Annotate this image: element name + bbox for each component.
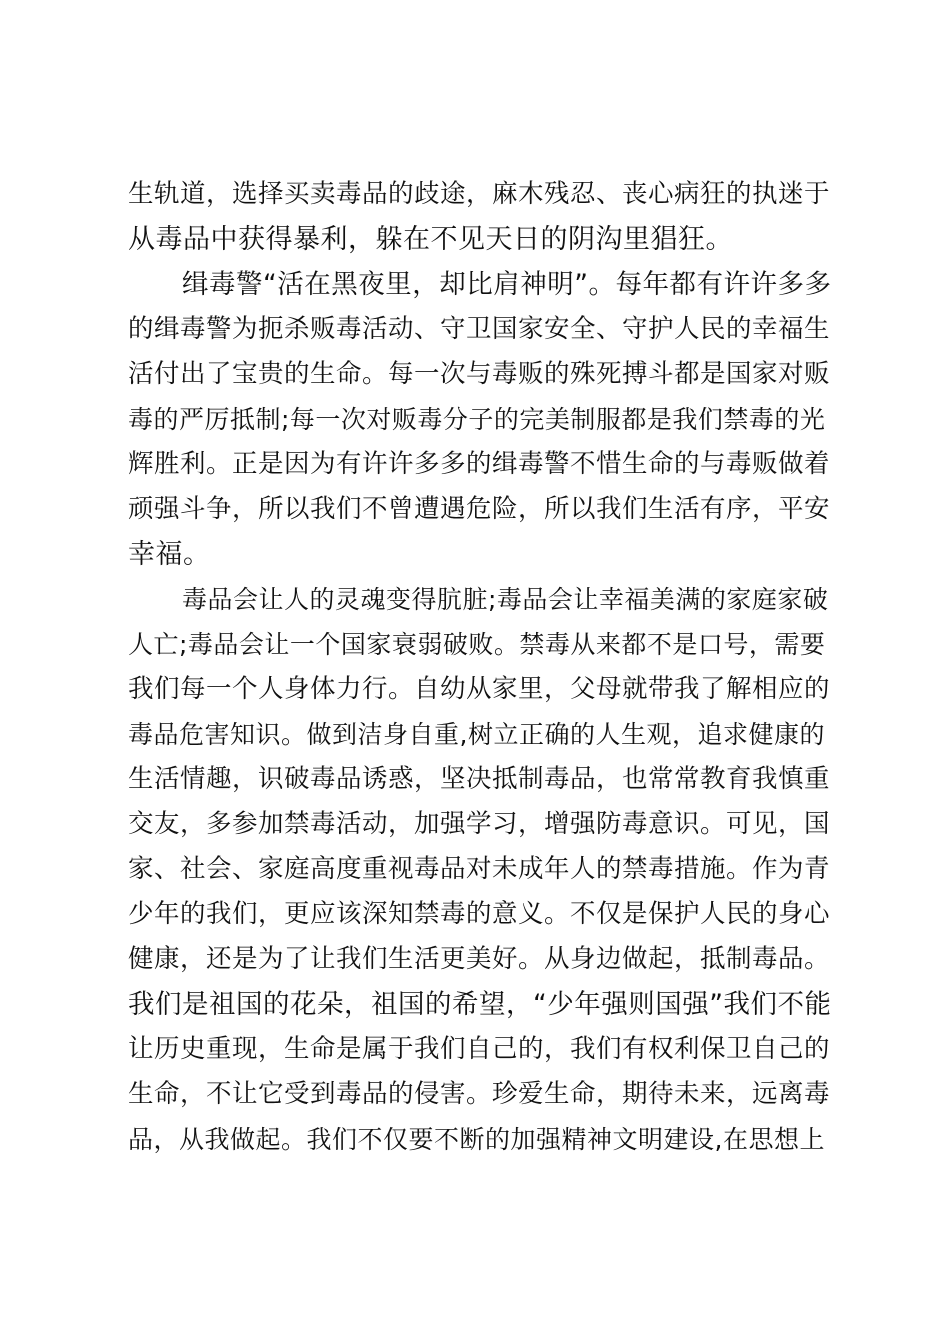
- text-line: 毒的严厉抵制;每一次对贩毒分子的完美制服都是我们禁毒的光: [128, 405, 826, 434]
- text-line: 辉胜利。正是因为有许许多多的缉毒警不惜生命的与毒贩做着: [128, 449, 831, 479]
- text-line: 顽强斗争，所以我们不曾遭遇危险，所以我们生活有序，平安: [128, 494, 831, 524]
- text-line: 让历史重现，生命是属于我们自己的，我们有权利保卫自己的: [128, 1034, 831, 1064]
- text-line: 幸福。: [128, 539, 211, 570]
- text-line: 的缉毒警为扼杀贩毒活动、守卫国家安全、守护人民的幸福生: [128, 314, 831, 344]
- text-line: 我们每一个人身体力行。自幼从家里，父母就带我了解相应的: [128, 674, 831, 704]
- text-line: 人亡;毒品会让一个国家衰弱破败。禁毒从来都不是口号，需要: [128, 630, 826, 659]
- body-text: [128, 172, 833, 1162]
- text-line: 家、社会、家庭高度重视毒品对未成年人的禁毒措施。作为青: [128, 854, 831, 884]
- text-line: 生活情趣，识破毒品诱惑，坚决抵制毒品，也常常教育我慎重: [128, 764, 831, 794]
- paragraph-start-line: 缉毒警“活在黑夜里，却比肩神明”。每年都有许许多多: [182, 269, 832, 300]
- text-line: 健康，还是为了让我们生活更美好。从身边做起，抵制毒品。: [128, 944, 831, 974]
- text-line: 活付出了宝贵的生命。每一次与毒贩的殊死搏斗都是国家对贩: [128, 359, 831, 389]
- paragraph-start-line: 毒品会让人的灵魂变得肮脏;毒品会让幸福美满的家庭家破: [182, 585, 829, 614]
- text-line: 少年的我们，更应该深知禁毒的意义。不仅是保护人民的身心: [128, 899, 831, 929]
- text-line: 毒品危害知识。做到洁身自重,树立正确的人生观，追求健康的: [128, 720, 825, 749]
- text-line: 交友，多参加禁毒活动，加强学习，增强防毒意识。可见，国: [128, 809, 831, 839]
- text-line: 生轨道，选择买卖毒品的歧途，麻木残忍、丧心病狂的执迷于: [128, 179, 831, 209]
- text-line: 品，从我做起。我们不仅要不断的加强精神文明建设,在思想上: [128, 1125, 825, 1154]
- text-line: 我们是祖国的花朵，祖国的希望，“少年强则国强”我们不能: [128, 989, 832, 1020]
- text-line: 生命，不让它受到毒品的侵害。珍爱生命，期待未来，远离毒: [128, 1079, 831, 1109]
- text-line: 从毒品中获得暴利，躲在不见天日的阴沟里猖狂。: [128, 224, 733, 255]
